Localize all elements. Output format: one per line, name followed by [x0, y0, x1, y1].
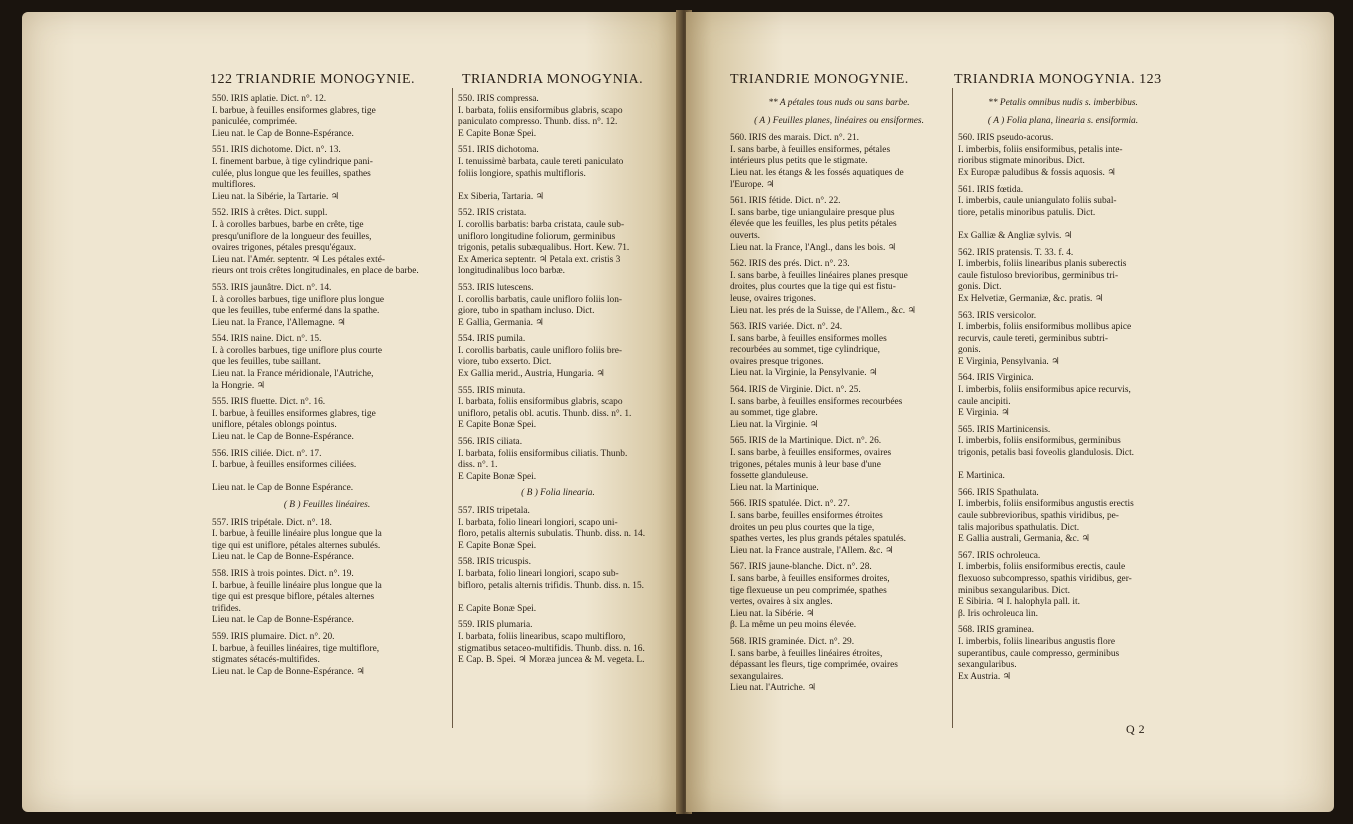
entry-line: l'Europe. ♃ [730, 179, 775, 190]
entry-line: multiflores. [212, 180, 256, 191]
entry-line: rioribus stigmate minoribus. Dict. [958, 156, 1085, 167]
entry-line: I. à corolles barbues, barbe en crête, tige [212, 219, 364, 230]
entry-line: tiore, petalis minoribus patulis. Dict. [958, 207, 1096, 218]
entry-line: I. sans barbe, feuilles ensiformes étroites [730, 511, 883, 521]
entry-line: I. imberbis, foliis ensiformibus erectis, caule [958, 562, 1126, 573]
entry-line: 551. IRIS dichotoma. [458, 145, 539, 156]
entry-line: I. sans barbe, tige uniangulaire presque plus [730, 207, 895, 218]
entry-line: trigonis, petalis basi foveolis glandulosis. Dict. [958, 448, 1135, 459]
entry-line: minibus sexangularibus. Dict. [958, 585, 1070, 596]
species-entry [458, 334, 658, 380]
entry-line: droites, plus courtes que la tige qui est fistu- [730, 282, 896, 293]
entry-line: caule subbrevioribus, spathis viridibus, pe- [958, 511, 1119, 521]
entry-line: ovaires trigones, pétales presqu'égaux. [212, 243, 357, 254]
species-entry [458, 94, 658, 140]
section-heading: ( A ) Folia plana, linearia s. ensiformia. [987, 115, 1139, 126]
entry-line [958, 460, 1168, 472]
entry-line: 561. IRIS fétide. Dict. n°. 22. [730, 196, 841, 207]
section-heading: ( A ) Feuilles planes, linéaires ou ensiformes. [754, 115, 924, 126]
entry-line: I. corollis barbatis, caule unifloro foliis bre- [458, 345, 623, 356]
entry-line: Ex Austria. ♃ [958, 671, 1011, 682]
entry-line: 559. IRIS plumaire. Dict. n°. 20. [212, 631, 335, 642]
entry-line: 556. IRIS ciliata. [458, 437, 523, 448]
entry-line: recurvis, caule tereti, germinibus subtri- [958, 333, 1108, 344]
entry-line: I. barbata, foliis ensiformibus glabris, scapo [458, 397, 623, 408]
entry-line: trifides. [212, 603, 241, 614]
entry-line [458, 180, 658, 192]
entry-line: intérieurs plus petits que le stigmate. [730, 156, 868, 167]
species-entry [730, 385, 948, 431]
species-entry [730, 562, 948, 632]
entry-line: 561. IRIS fœtida. [958, 184, 1024, 195]
entry-line: Lieu nat. le Cap de Bonne-Espérance. [212, 432, 354, 443]
entry-line: Lieu nat. le Cap de Bonne-Espérance. ♃ [212, 666, 365, 677]
entry-line: 562. IRIS des prés. Dict. n°. 23. [730, 259, 850, 270]
entry-line: I. sans barbe, à feuilles ensiformes, ovaires [730, 448, 892, 459]
entry-line: stigmates sétacés-multifides. [212, 655, 320, 666]
entry-line: β. La même un peu moins élevée. [730, 620, 857, 631]
section-heading: ( B ) Folia linearia. [521, 488, 595, 499]
entry-line: floro, petalis alternis subulatis. Thunb. diss. n. 14. [458, 529, 646, 540]
entry-line: I. barbata, foliis ensiformibus ciliatis. Thunb. [458, 448, 628, 459]
entry-line: Ex Helvetiæ, Germaniæ, &c. pratis. ♃ [958, 293, 1104, 304]
entry-line: ouverts. [730, 230, 760, 241]
entry-line: uniflore, pétales oblongs pointus. [212, 420, 337, 431]
left-latin-column [458, 94, 658, 794]
entry-line: I. sans barbe, à feuilles ensiformes, pétales [730, 144, 891, 155]
species-entry [958, 425, 1168, 483]
open-book [14, 4, 1340, 820]
entry-line: stigmatibus setaceo-multifidis. Thunb. diss. n. 16. [458, 643, 645, 654]
entry-line: 554. IRIS pumila. [458, 334, 526, 345]
species-entry [958, 248, 1168, 306]
entry-line: I. imberbis, foliis linearibus angustis flore [958, 636, 1116, 647]
entry-line: vertes, ovaires à six angles. [730, 597, 833, 608]
entry-line: bifloro, petalis alternis trifidis. Thunb. diss. n. 15. [458, 580, 645, 591]
entry-line: Ex Galliæ & Angliæ sylvis. ♃ [958, 230, 1073, 241]
left-french-column [212, 94, 442, 794]
right-latin-column [958, 94, 1168, 794]
section-heading: ** Petalis omnibus nudis s. imberbibus. [988, 98, 1138, 108]
species-entry [212, 283, 442, 329]
entry-line: I. corollis barbatis, caule unifloro foliis lon- [458, 294, 623, 305]
entry-line: I. barbata, folio lineari longiori, scapo sub- [458, 568, 619, 579]
entry-line: la Hongrie. ♃ [212, 380, 265, 391]
entry-line: 557. IRIS tripetala. [458, 506, 530, 516]
species-entry [458, 145, 658, 203]
entry-line: unifloro longitudine foliorum, germinibus [458, 231, 616, 242]
entry-line: 565. IRIS de la Martinique. Dict. n°. 26. [730, 436, 882, 447]
entry-line: I. finement barbue, à tige cylindrique pani- [212, 156, 373, 167]
page-signature: Q 2 [1126, 722, 1146, 736]
entry-line: dépassant les fleurs, tige comprimée, ovaires [730, 660, 898, 671]
entry-line: 553. IRIS lutescens. [458, 282, 534, 293]
entry-line: 563. IRIS versicolor. [958, 310, 1037, 321]
entry-line: gonis. Dict. [958, 282, 1002, 293]
entry-line: 556. IRIS ciliée. Dict. n°. 17. [212, 448, 322, 459]
entry-line: 565. IRIS Martinicensis. [958, 424, 1051, 435]
entry-line: E Gallia australi, Germania, &c. ♃ [958, 534, 1090, 545]
entry-line: Ex America septentr. ♃ Petala ext. cristis 3 [458, 254, 621, 265]
column-rule [952, 88, 953, 728]
left-header-fr: 122 TRIANDRIE MONOGYNIE. [210, 72, 416, 87]
species-entry [212, 208, 442, 278]
species-entry [958, 373, 1168, 419]
entry-line: tige qui est uniflore, pétales alternes subulés. [212, 540, 381, 551]
entry-line: sexangulaires. [730, 671, 784, 682]
entry-line: E Cap. B. Spei. ♃ Moræa juncea & M. vegeta. L. [458, 655, 645, 666]
species-entry [958, 551, 1168, 621]
entry-line: élevée que les feuilles, les plus petits pétales [730, 219, 897, 230]
entry-line: tige flexueuse un peu comprimée, spathes [730, 585, 887, 596]
species-entry [212, 632, 442, 678]
entry-line: E Virginia. ♃ [958, 408, 1010, 419]
entry-line: I. barbue, à feuilles ensiformes ciliées. [212, 460, 357, 471]
entry-line: 567. IRIS ochroleuca. [958, 550, 1041, 561]
entry-line: I. barbue, à feuilles ensiformes glabres, tige [212, 408, 376, 419]
entry-line: Lieu nat. la Virginie. ♃ [730, 419, 819, 430]
entry-line: Lieu nat. l'Autriche. ♃ [730, 683, 816, 694]
column-rule [452, 88, 453, 728]
entry-line: I. corollis barbatis: barba cristata, caule sub- [458, 219, 625, 230]
entry-line: I. barbue, à feuille linéaire plus longue que la [212, 580, 382, 591]
entry-line: 568. IRIS graminée. Dict. n°. 29. [730, 636, 855, 647]
entry-line: I. à corolles barbues, tige uniflore plus longue [212, 294, 385, 305]
species-entry [730, 637, 948, 695]
section-heading: ( B ) Feuilles linéaires. [283, 500, 371, 510]
entry-line: Ex Europæ paludibus & fossis aquosis. ♃ [958, 167, 1116, 178]
entry-line: viore, tubo exserto. Dict. [458, 357, 552, 368]
entry-line: 551. IRIS dichotome. Dict. n°. 13. [212, 145, 341, 156]
left-header-la: TRIANDRIA MONOGYNIA. [462, 72, 644, 87]
species-entry [212, 569, 442, 627]
section-heading: ** A pétales tous nuds ou sans barbe. [768, 98, 910, 108]
entry-line: E Capite Bonæ Spei. [458, 471, 537, 482]
entry-line: E Gallia, Germania. ♃ [458, 317, 544, 328]
entry-line: 552. IRIS cristata. [458, 208, 527, 219]
entry-line: presqu'uniflore de la longueur des feuilles, [212, 231, 372, 242]
entry-line: Lieu nat. la Sibérie. ♃ [730, 608, 815, 619]
entry-line: sexangularibus. [958, 660, 1017, 671]
entry-line: 559. IRIS plumaria. [458, 620, 533, 631]
entry-line: paniculato compresso. Thunb. diss. n°. 12. [458, 117, 618, 128]
entry-line: I. sans barbe, à feuilles linéaires étroites, [730, 648, 883, 659]
entry-line: unifloro, petalis obl. acutis. Thunb. diss. n°. 1. [458, 408, 632, 419]
entry-line: Lieu nat. le Cap de Bonne Espérance. [212, 483, 354, 494]
entry-line: leuse, ovaires trigones. [730, 293, 816, 304]
entry-line [458, 592, 658, 604]
entry-line: I. imberbis, foliis ensiformibus, petalis inte- [958, 144, 1123, 155]
species-entry [212, 94, 442, 140]
entry-line: 567. IRIS jaune-blanche. Dict. n°. 28. [730, 562, 872, 573]
entry-line: Lieu nat. la France méridionale, l'Autriche, [212, 369, 374, 380]
entry-line: ovaires presque trigones. [730, 356, 824, 367]
species-entry [730, 133, 948, 191]
entry-line: I. barbata, folio lineari longiori, scapo uni- [458, 517, 618, 528]
entry-line: I. imberbis, foliis ensiformibus angustis erectis [958, 499, 1134, 510]
right-page [686, 12, 1334, 812]
entry-line: 558. IRIS à trois pointes. Dict. n°. 19. [212, 568, 354, 579]
entry-line: I. imberbis, foliis ensiformibus apice recurvis, [958, 385, 1131, 396]
entry-line: I. sans barbe, à feuilles linéaires planes presque [730, 270, 908, 281]
entry-line: Lieu nat. les prés de la Suisse, de l'Allem., &c. ♃ [730, 305, 916, 316]
entry-line: β. Iris ochroleuca lin. [958, 608, 1039, 619]
entry-line: I. barbata, foliis linearibus, scapo multifloro, [458, 631, 626, 642]
entry-line: spathes vertes, les plus grands pétales spatulés. [730, 534, 907, 545]
species-entry [958, 488, 1168, 546]
entry-line: I. imberbis, foliis ensiformibus, germinibus [958, 436, 1121, 447]
entry-line: droites un peu plus courtes que la tige, [730, 522, 875, 533]
entry-line: 560. IRIS des marais. Dict. n°. 21. [730, 133, 859, 144]
entry-line: I. barbue, à feuilles linéaires, tige multiflore, [212, 643, 380, 654]
entry-line: 562. IRIS pratensis. T. 33. f. 4. [958, 247, 1074, 258]
entry-line: tige qui est presque biflore, pétales alternes [212, 592, 375, 603]
species-entry [958, 311, 1168, 369]
entry-line: I. imberbis, foliis ensiformibus mollibus apice [958, 322, 1132, 333]
entry-line: 550. IRIS compressa. [458, 94, 539, 104]
species-entry [730, 499, 948, 557]
entry-line: trigonis, petalis subæqualibus. Hort. Kew. 71. [458, 243, 630, 254]
entry-line: 558. IRIS tricuspis. [458, 557, 531, 568]
right-french-column [730, 94, 948, 794]
entry-line: Lieu nat. la France, l'Angl., dans les bois. ♃ [730, 242, 897, 253]
entry-line: E Capite Bonæ Spei. [458, 128, 537, 139]
entry-line: 550. IRIS aplatie. Dict. n°. 12. [212, 94, 327, 104]
entry-line: Lieu nat. la Martinique. [730, 482, 819, 493]
entry-line: E Virginia, Pensylvania. ♃ [958, 356, 1060, 367]
entry-line: I. barbue, à feuilles ensiformes glabres, tige [212, 105, 376, 116]
species-entry [458, 557, 658, 615]
entry-line: I. sans barbe, à feuilles ensiformes droites, [730, 573, 890, 584]
entry-line: recourbées au sommet, tige cylindrique, [730, 345, 880, 356]
entry-line: I. barbata, foliis ensiformibus glabris, scapo [458, 105, 623, 116]
species-entry [458, 283, 658, 329]
species-entry [212, 518, 442, 564]
entry-line: I. sans barbe, à feuilles ensiformes recourbées [730, 396, 903, 407]
entry-line: E Martinica. [958, 471, 1005, 482]
entry-line: Lieu nat. la Virginie, la Pensylvanie. ♃ [730, 368, 878, 379]
entry-line: 563. IRIS variée. Dict. n°. 24. [730, 322, 843, 333]
entry-line: E Capite Bonæ Spei. [458, 420, 537, 431]
species-entry [730, 259, 948, 317]
entry-line: trigones, pétales munis à leur base d'une [730, 459, 881, 470]
species-entry [730, 196, 948, 254]
entry-line: diss. n°. 1. [458, 460, 498, 471]
entry-line: E Capite Bonæ Spei. [458, 603, 537, 614]
entry-line [212, 472, 442, 484]
entry-line: I. imberbis, caule uniangulato foliis subal- [958, 196, 1117, 207]
entry-line: Ex Siberia, Tartaria. ♃ [458, 191, 544, 202]
entry-line: gonis. [958, 345, 981, 356]
entry-line: 566. IRIS Spathulata. [958, 487, 1039, 498]
entry-line: E Capite Bonæ Spei. [458, 540, 537, 551]
entry-line: I. barbue, à feuille linéaire plus longue que la [212, 529, 382, 540]
entry-line: Lieu nat. la Sibérie, la Tartarie. ♃ [212, 191, 340, 202]
entry-line: I. à corolles barbues, tige uniflore plus courte [212, 345, 382, 356]
entry-line: caule fistuloso brevioribus, germinibus tri- [958, 270, 1119, 281]
entry-line: rieurs ont trois crêtes longitudinales, en place de barbe. [212, 266, 419, 277]
entry-line: 560. IRIS pseudo-acorus. [958, 133, 1054, 144]
entry-line: I. tenuissimè barbata, caule tereti paniculato [458, 156, 624, 167]
entry-line: caule ancipiti. [958, 396, 1011, 407]
entry-line: 564. IRIS de Virginie. Dict. n°. 25. [730, 385, 861, 396]
entry-line: que les feuilles, tube saillant. [212, 357, 321, 368]
entry-line: I. sans barbe, à feuilles ensiformes molles [730, 333, 887, 344]
entry-line: 557. IRIS tripétale. Dict. n°. 18. [212, 517, 332, 528]
entry-line: 568. IRIS graminea. [958, 625, 1035, 636]
entry-line: que les feuilles, tube enfermé dans la spathe. [212, 306, 380, 317]
species-entry [458, 506, 658, 552]
entry-line: giore, tubo in spatham incluso. Dict. [458, 306, 595, 317]
left-page [22, 12, 684, 812]
entry-line: 555. IRIS minuta. [458, 385, 526, 396]
entry-line: fossette glanduleuse. [730, 471, 809, 482]
entry-line: 564. IRIS Virginica. [958, 373, 1034, 384]
entry-line: longitudinalibus loco barbæ. [458, 266, 566, 277]
entry-line: Lieu nat. le Cap de Bonne-Espérance. [212, 615, 354, 626]
species-entry [458, 620, 658, 666]
species-entry [458, 208, 658, 278]
entry-line: superantibus, caule compresso, germinibus [958, 648, 1120, 659]
entry-line: au sommet, tige glabre. [730, 408, 818, 419]
entry-line: E Sibiria. ♃ I. halophyla pall. it. [958, 597, 1080, 608]
entry-line: 555. IRIS fluette. Dict. n°. 16. [212, 397, 326, 408]
entry-line: talis majoribus spathulatis. Dict. [958, 522, 1080, 533]
entry-line: flexuoso subcompresso, spathis viridibus, ger- [958, 573, 1132, 584]
entry-line: culée, plus longue que les feuilles, spathes [212, 168, 371, 179]
entry-line: I. imberbis, foliis linearibus planis suberectis [958, 259, 1127, 270]
entry-line: Lieu nat. la France, l'Allemagne. ♃ [212, 317, 346, 328]
entry-line: Lieu nat. les étangs & les fossés aquatiques de [730, 167, 904, 178]
species-entry [212, 397, 442, 443]
species-entry [730, 436, 948, 494]
entry-line: Lieu nat. l'Amér. septentr. ♃ Les pétales exté- [212, 254, 386, 265]
right-header-la: TRIANDRIA MONOGYNIA. 123 [954, 72, 1162, 87]
entry-line: Lieu nat. le Cap de Bonne-Espérance. [212, 552, 354, 563]
species-entry [958, 625, 1168, 683]
right-header-fr: TRIANDRIE MONOGYNIE. [730, 72, 909, 87]
species-entry [458, 437, 658, 483]
entry-line: Lieu nat. le Cap de Bonne-Espérance. [212, 128, 354, 139]
entry-line: foliis longiore, spathis multifloris. [458, 168, 586, 179]
species-entry [212, 145, 442, 203]
entry-line: 554. IRIS naine. Dict. n°. 15. [212, 334, 322, 345]
entry-line: Ex Gallia merid., Austria, Hungaria. ♃ [458, 369, 605, 380]
entry-line: Lieu nat. la France australe, l'Allem. &c. ♃ [730, 545, 894, 556]
entry-line: 552. IRIS à crêtes. Dict. suppl. [212, 208, 328, 219]
entry-line: paniculée, comprimée. [212, 117, 298, 128]
entry-line: 553. IRIS jaunâtre. Dict. n°. 14. [212, 282, 332, 293]
entry-line: 566. IRIS spatulée. Dict. n°. 27. [730, 499, 850, 510]
species-entry [212, 334, 442, 392]
species-entry [958, 185, 1168, 243]
species-entry [212, 449, 442, 495]
species-entry [730, 322, 948, 380]
entry-line [958, 219, 1168, 231]
species-entry [458, 386, 658, 432]
species-entry [958, 133, 1168, 179]
